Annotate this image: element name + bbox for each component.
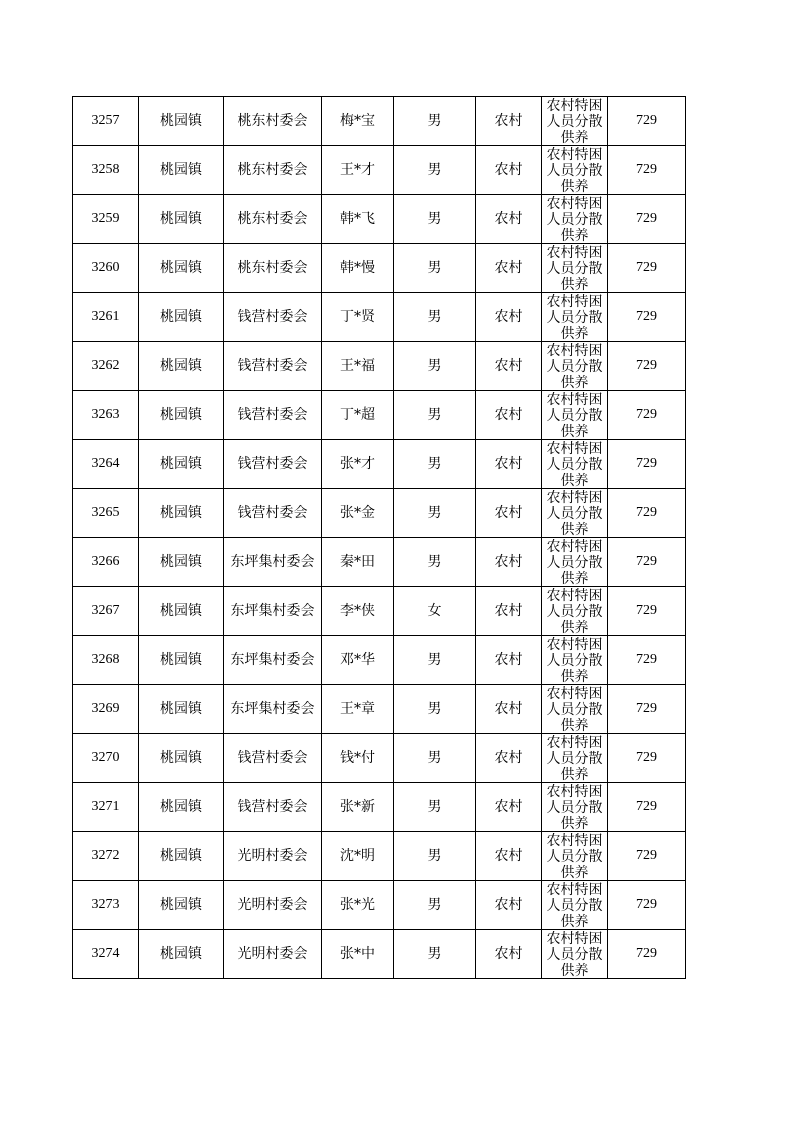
amount-cell: 729 — [608, 636, 686, 685]
gender-cell: 男 — [394, 391, 476, 440]
amount-cell: 729 — [608, 489, 686, 538]
support-category-text: 农村特困人员分散供养 — [546, 98, 603, 144]
area-type-cell: 农村 — [476, 685, 542, 734]
town-cell: 桃园镇 — [139, 783, 224, 832]
gender-cell: 男 — [394, 832, 476, 881]
table-row — [73, 440, 686, 489]
gender-cell: 男 — [394, 538, 476, 587]
support-category-cell — [542, 489, 608, 538]
person-name-cell: 丁*贤 — [322, 293, 394, 342]
gender-cell: 男 — [394, 97, 476, 146]
support-category-cell — [542, 783, 608, 832]
gender-cell: 男 — [394, 293, 476, 342]
area-type-cell: 农村 — [476, 734, 542, 783]
person-name-cell: 王*章 — [322, 685, 394, 734]
roster-table — [72, 96, 686, 979]
area-type-cell: 农村 — [476, 538, 542, 587]
gender-cell: 男 — [394, 489, 476, 538]
town-cell: 桃园镇 — [139, 146, 224, 195]
support-category-cell — [542, 342, 608, 391]
support-category-cell — [542, 244, 608, 293]
person-name-cell: 李*侠 — [322, 587, 394, 636]
village-committee-cell: 桃东村委会 — [224, 244, 322, 293]
support-category-text: 农村特困人员分散供养 — [546, 294, 603, 340]
village-committee-cell: 钱营村委会 — [224, 783, 322, 832]
town-cell: 桃园镇 — [139, 489, 224, 538]
record-id-cell: 3272 — [73, 832, 139, 881]
amount-cell: 729 — [608, 195, 686, 244]
town-cell: 桃园镇 — [139, 440, 224, 489]
area-type-cell: 农村 — [476, 97, 542, 146]
support-category-cell — [542, 538, 608, 587]
village-committee-cell: 桃东村委会 — [224, 146, 322, 195]
record-id-cell: 3271 — [73, 783, 139, 832]
table-row — [73, 391, 686, 440]
gender-cell: 男 — [394, 146, 476, 195]
person-name-cell: 沈*明 — [322, 832, 394, 881]
gender-cell: 男 — [394, 636, 476, 685]
person-name-cell: 张*中 — [322, 930, 394, 979]
support-category-cell — [542, 832, 608, 881]
support-category-text: 农村特困人员分散供养 — [546, 392, 603, 438]
amount-cell: 729 — [608, 734, 686, 783]
record-id-cell: 3263 — [73, 391, 139, 440]
record-id-cell: 3274 — [73, 930, 139, 979]
person-name-cell: 张*金 — [322, 489, 394, 538]
village-committee-cell: 东坪集村委会 — [224, 538, 322, 587]
record-id-cell: 3261 — [73, 293, 139, 342]
gender-cell: 男 — [394, 685, 476, 734]
town-cell: 桃园镇 — [139, 881, 224, 930]
amount-cell: 729 — [608, 832, 686, 881]
record-id-cell: 3258 — [73, 146, 139, 195]
area-type-cell: 农村 — [476, 244, 542, 293]
record-id-cell: 3267 — [73, 587, 139, 636]
village-committee-cell: 东坪集村委会 — [224, 587, 322, 636]
village-committee-cell: 钱营村委会 — [224, 734, 322, 783]
record-id-cell: 3265 — [73, 489, 139, 538]
town-cell: 桃园镇 — [139, 97, 224, 146]
area-type-cell: 农村 — [476, 440, 542, 489]
record-id-cell: 3259 — [73, 195, 139, 244]
support-category-text: 农村特困人员分散供养 — [546, 588, 603, 634]
person-name-cell: 梅*宝 — [322, 97, 394, 146]
support-category-cell — [542, 636, 608, 685]
person-name-cell: 韩*飞 — [322, 195, 394, 244]
town-cell: 桃园镇 — [139, 832, 224, 881]
town-cell: 桃园镇 — [139, 538, 224, 587]
table-row — [73, 832, 686, 881]
support-category-text: 农村特困人员分散供养 — [546, 441, 603, 487]
table-row — [73, 734, 686, 783]
support-category-cell — [542, 97, 608, 146]
village-committee-cell: 钱营村委会 — [224, 489, 322, 538]
village-committee-cell: 钱营村委会 — [224, 342, 322, 391]
town-cell: 桃园镇 — [139, 930, 224, 979]
town-cell: 桃园镇 — [139, 587, 224, 636]
support-category-text: 农村特困人员分散供养 — [546, 637, 603, 683]
person-name-cell: 王*福 — [322, 342, 394, 391]
table-row — [73, 195, 686, 244]
support-category-text: 农村特困人员分散供养 — [546, 196, 603, 242]
area-type-cell: 农村 — [476, 146, 542, 195]
gender-cell: 女 — [394, 587, 476, 636]
support-category-cell — [542, 440, 608, 489]
amount-cell: 729 — [608, 391, 686, 440]
support-category-text: 农村特困人员分散供养 — [546, 882, 603, 928]
amount-cell: 729 — [608, 440, 686, 489]
amount-cell: 729 — [608, 587, 686, 636]
support-category-text: 农村特困人员分散供养 — [546, 833, 603, 879]
gender-cell: 男 — [394, 930, 476, 979]
village-committee-cell: 钱营村委会 — [224, 293, 322, 342]
record-id-cell: 3264 — [73, 440, 139, 489]
table-row — [73, 244, 686, 293]
support-category-cell — [542, 146, 608, 195]
amount-cell: 729 — [608, 930, 686, 979]
support-category-cell — [542, 391, 608, 440]
person-name-cell: 丁*超 — [322, 391, 394, 440]
person-name-cell: 秦*田 — [322, 538, 394, 587]
area-type-cell: 农村 — [476, 391, 542, 440]
gender-cell: 男 — [394, 881, 476, 930]
support-category-cell — [542, 734, 608, 783]
area-type-cell: 农村 — [476, 195, 542, 244]
village-committee-cell: 东坪集村委会 — [224, 685, 322, 734]
area-type-cell: 农村 — [476, 832, 542, 881]
gender-cell: 男 — [394, 244, 476, 293]
person-name-cell: 王*才 — [322, 146, 394, 195]
area-type-cell: 农村 — [476, 489, 542, 538]
support-category-text: 农村特困人员分散供养 — [546, 490, 603, 536]
person-name-cell: 钱*付 — [322, 734, 394, 783]
amount-cell: 729 — [608, 293, 686, 342]
area-type-cell: 农村 — [476, 881, 542, 930]
person-name-cell: 邓*华 — [322, 636, 394, 685]
record-id-cell: 3269 — [73, 685, 139, 734]
record-id-cell: 3266 — [73, 538, 139, 587]
amount-cell: 729 — [608, 146, 686, 195]
support-category-cell — [542, 930, 608, 979]
village-committee-cell: 光明村委会 — [224, 832, 322, 881]
support-category-text: 农村特困人员分散供养 — [546, 343, 603, 389]
person-name-cell: 韩*慢 — [322, 244, 394, 293]
village-committee-cell: 光明村委会 — [224, 881, 322, 930]
roster-body — [73, 97, 686, 979]
record-id-cell: 3268 — [73, 636, 139, 685]
table-row — [73, 146, 686, 195]
amount-cell: 729 — [608, 685, 686, 734]
town-cell: 桃园镇 — [139, 685, 224, 734]
amount-cell: 729 — [608, 244, 686, 293]
support-category-text: 农村特困人员分散供养 — [546, 931, 603, 977]
person-name-cell: 张*才 — [322, 440, 394, 489]
gender-cell: 男 — [394, 342, 476, 391]
amount-cell: 729 — [608, 783, 686, 832]
village-committee-cell: 桃东村委会 — [224, 97, 322, 146]
table-row — [73, 342, 686, 391]
area-type-cell: 农村 — [476, 293, 542, 342]
village-committee-cell: 桃东村委会 — [224, 195, 322, 244]
amount-cell: 729 — [608, 538, 686, 587]
town-cell: 桃园镇 — [139, 391, 224, 440]
town-cell: 桃园镇 — [139, 636, 224, 685]
gender-cell: 男 — [394, 734, 476, 783]
village-committee-cell: 钱营村委会 — [224, 391, 322, 440]
support-category-text: 农村特困人员分散供养 — [546, 784, 603, 830]
amount-cell: 729 — [608, 881, 686, 930]
person-name-cell: 张*光 — [322, 881, 394, 930]
town-cell: 桃园镇 — [139, 293, 224, 342]
table-row — [73, 587, 686, 636]
record-id-cell: 3262 — [73, 342, 139, 391]
record-id-cell: 3260 — [73, 244, 139, 293]
village-committee-cell: 东坪集村委会 — [224, 636, 322, 685]
table-row — [73, 97, 686, 146]
table-row — [73, 489, 686, 538]
town-cell: 桃园镇 — [139, 342, 224, 391]
support-category-text: 农村特困人员分散供养 — [546, 147, 603, 193]
table-row — [73, 293, 686, 342]
table-row — [73, 685, 686, 734]
support-category-text: 农村特困人员分散供养 — [546, 735, 603, 781]
town-cell: 桃园镇 — [139, 734, 224, 783]
support-category-cell — [542, 685, 608, 734]
area-type-cell: 农村 — [476, 342, 542, 391]
gender-cell: 男 — [394, 195, 476, 244]
town-cell: 桃园镇 — [139, 244, 224, 293]
gender-cell: 男 — [394, 783, 476, 832]
village-committee-cell: 光明村委会 — [224, 930, 322, 979]
person-name-cell: 张*新 — [322, 783, 394, 832]
village-committee-cell: 钱营村委会 — [224, 440, 322, 489]
support-category-cell — [542, 587, 608, 636]
record-id-cell: 3273 — [73, 881, 139, 930]
area-type-cell: 农村 — [476, 636, 542, 685]
support-category-text: 农村特困人员分散供养 — [546, 686, 603, 732]
table-row — [73, 881, 686, 930]
support-category-text: 农村特困人员分散供养 — [546, 539, 603, 585]
area-type-cell: 农村 — [476, 587, 542, 636]
table-row — [73, 930, 686, 979]
support-category-cell — [542, 293, 608, 342]
area-type-cell: 农村 — [476, 783, 542, 832]
support-category-cell — [542, 195, 608, 244]
record-id-cell: 3257 — [73, 97, 139, 146]
gender-cell: 男 — [394, 440, 476, 489]
amount-cell: 729 — [608, 342, 686, 391]
table-row — [73, 783, 686, 832]
support-category-cell — [542, 881, 608, 930]
record-id-cell: 3270 — [73, 734, 139, 783]
table-row — [73, 538, 686, 587]
table-row — [73, 636, 686, 685]
town-cell: 桃园镇 — [139, 195, 224, 244]
amount-cell: 729 — [608, 97, 686, 146]
area-type-cell: 农村 — [476, 930, 542, 979]
support-category-text: 农村特困人员分散供养 — [546, 245, 603, 291]
